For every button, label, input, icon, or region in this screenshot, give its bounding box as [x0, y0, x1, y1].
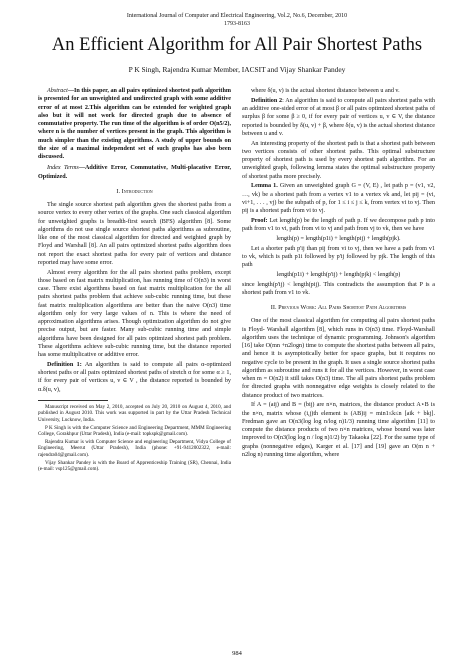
lemma-1-label: Lemma 1.	[251, 183, 278, 190]
right-column	[242, 87, 435, 474]
paragraph: where δ(u, v) is the actual shortest distance between u and v.	[251, 88, 400, 94]
index-terms-text: —Additive Error, Commutative, Multi-placative Error, Optimized.	[38, 165, 231, 180]
body-columns	[38, 87, 436, 474]
journal-header	[38, 12, 436, 28]
section-heading-previous-work: II. Previous Work: All Pairs Shortest Path Algorithms	[270, 304, 407, 311]
paragraph: An interesting property of the shortest path is that a shortest path between two vertices consists of other shortest paths. This optimal substructure property of shortest path is used by every shortest path algorithm. For an unweighted graph, following lemma states the optimal substructure property of shortest paths more precisely.	[242, 140, 435, 180]
paper-title: An Efficient Algorithm for All Pair Shortest Paths	[51, 35, 423, 55]
paragraph: If A = (aij) and B = (bij) are n×n, matrices, the distance product A⋆B is the n×n, matrix whose (i,j)th element is (AB)ij = min1≤k≤n [aik + bkj]. Fredman gave an O(n3(log log n/log n)1/3) running time algorithm [11] to compute the distance products of two n×n matrices, whose bound was later improved to O(n3(log log n / log n)1/2) by Takaoka [22]. For the same type of graphs (nonnegative edges), Karger et al. [17] and [19] gave an O(m n + n2log n) running time algorithm, where	[242, 402, 435, 458]
proof	[242, 217, 435, 234]
definition-2-label: Definition 2	[251, 97, 283, 104]
footnote: Vijay Shankar Pandey is with the Board of Apprenticeship Training (SR), Chennai, India (e-mail: vsp125@gmail.com).	[38, 459, 231, 473]
definition-1-label: Definition 1:	[47, 361, 82, 368]
authors: P K Singh, Rajendra Kumar Member, IACSIT and Vijay Shankar Pandey	[128, 65, 346, 74]
paragraph: One of the most classical algorithm for computing all pairs shortest paths is Floyd- Warshall algorithm [8], which runs in O(n3) time. Floyd-Warshall algorithm uses the technique of dynamic programming. Johnson's algorithm [16] take O(mn +n2logn) time to compute the shortest paths between all pairs, and hence it is asymptotically better for space graphs, but it requires no negative cycle to be present in the graph. It uses a single source shortest paths algorithm as subroutine and runs it for all the vertices. However, in worst case when m = O(n2) it still takes O(n3) time. The all pairs shortest paths problem for directed graphs with nonnegative edge weights is closely related to the distance product of two matrices.	[242, 318, 435, 399]
page-number: 984	[232, 650, 242, 657]
proof-text: Let length(p) be the length of path p. If we decompose path p into path from v1 to vi, path from vi to vj and path from vj to vk, then we have	[242, 217, 435, 232]
proof-label: Proof:	[251, 217, 268, 224]
footnote: Manuscript received on May 2, 2010, accepted on July 20, 2010 on August 4, 2010, and published in August 2010. This work was supported in part by the Uttar Pradesh Technical University, Lucknow, India.	[38, 403, 231, 423]
footnotes	[38, 404, 231, 473]
paragraph: Almost every algorithm for the all pairs shortest paths problem, except those based on fast matrix multiplication, has running time of O(n3) in worst case. There exist algorithms based on fast matrix multiplication for the all pairs shortest paths problem that achieve sub-cubic running time, but these fast matrix multiplication algorithms are better than the naive O(n3) time algorithm only for very large values of n. This is where the need of approximation algorithms arises. Though optimization algorithm do not give precise output, but are faster. Many sub-cubic running time and simple algorithms have been designed for all pairs optimized shortest path problem. These algorithms achieve sub-cubic running time, but the distance reported has some multiplicative or additive error.	[38, 269, 231, 358]
paragraph: since length(p'ij) < length(pij). This contradicts the assumption that P is a shortest path from v1 to vk.	[242, 281, 435, 296]
journal-line: International Journal of Computer and Electrical Engineering, Vol.2, No.6, December, 2010	[126, 13, 348, 19]
abstract-label: Abstract	[47, 88, 68, 94]
footnote-divider	[38, 400, 108, 401]
issn: 1793-8163	[224, 21, 250, 27]
abstract-text: —In this paper, an all pairs optimized shortest path algorithm is presented for an unweighted and undirected graph with some additive error of at most 2.This algorithm can be extended for weighted graph also but it will not work for directed graph due to absence of commutative property. The run time of the algorithm is of order O(n5/2), where n is the number of vertices present in the graph. This algorithm is much simpler than the existing algorithms. A study of upper bounds on the size of a maximal independent set of such graphs has also been discussed.	[38, 88, 231, 160]
footnote: Rajendra Kumar is with Computer Science and engineering Department, Vidya College of Engineering, Meerut (Uttar Pradesh), India (phone: +91-9412002322, e-mail: rajendra04@gmail.com).	[38, 438, 231, 458]
left-column	[38, 87, 231, 474]
paragraph: Let a shorter path p'ij than pij from vi to vj, then we have a path from v1 to vk, which is path p1i followed by p'ij followed by pjk. The length of this path	[242, 245, 435, 268]
definition-1	[38, 361, 231, 394]
equation-2: length(p1i) + length(p'ij) + length(pjk) < length(p)	[276, 271, 401, 278]
equation-1: length(p) = length(p1i) + length(pij) + length(pjk).	[276, 235, 401, 242]
abstract	[38, 87, 231, 161]
definition-1-text: An algorithm is said to compute all pairs α-optimized shortest paths or all pairs optimized shortest paths of stretch α for some α ≥ 1, if for every pair of vertices u, v ∈ V , the distance reported is bounded by α.δ(u, v),	[38, 361, 232, 393]
paragraph: The single source shortest path algorithm gives the shortest paths from a source vertex to every other vertex of the graphs. One such classical algorithm for unweighted graphs is breadth-first search (BFS) algorithm [8]. Some algorithms do not use single source shortest paths algorithms as subroutine, like one of the most classical algorithm for directed and weighted graph by Floyd and Warshall [8]. An all pairs optimized shortest paths algorithm does not report the exact shortest paths for every pair of vertices and distance reported may have some error.	[38, 202, 231, 266]
definition-2	[242, 97, 435, 138]
lemma-1-text: Given an unweighted graph G = (V, E) , let path p = (v1, v2, …, vk) be a shortest path from a vertex v1 to a vertex vk and, let pij = (vi, vi+1, . . . , vj) be the subpath of p, for 1 ≤ i ≤ j ≤ k, from vertex vi to vj. Then pij is a shortest path from vi to vj.	[242, 183, 435, 214]
index-terms	[38, 164, 231, 181]
index-terms-label: Index Terms	[47, 165, 79, 172]
definition-2-text: : An algorithm is said to compute all pairs shortest paths with an additive one-sided error of at most β or all pairs optimized shortest paths of surplus β for some β ≥ 0, if for every pair of vertices u, v ∈ V, the distance reported is bounded by δ(u, v) + β, where δ(u, v) is the actual shortest distance between u and v.	[242, 97, 435, 137]
lemma-1	[242, 182, 435, 215]
footnote: P K Singh is with the Computer Science and Engineering Department, MMM Engineering College, Gorakhpur (Uttar Pradesh), India (e-mail: topkspk@gmail.com).	[38, 424, 231, 438]
section-heading-introduction: I. Introduction	[116, 187, 153, 195]
